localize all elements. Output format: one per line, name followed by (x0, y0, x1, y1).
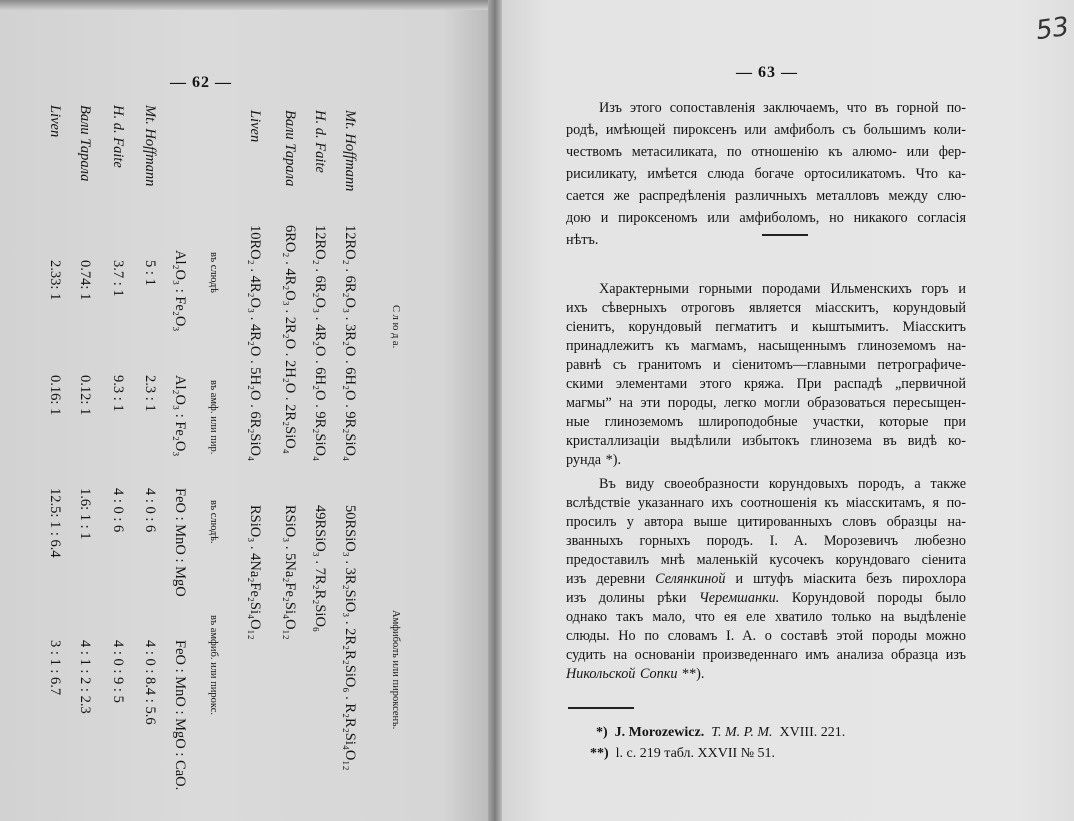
locality-name: Liven (47, 105, 63, 138)
paragraph-1 (566, 97, 966, 248)
left-page (0, 0, 492, 821)
footnote-ref: l. c. 219 табл. XXVII № 51. (615, 746, 776, 761)
footnote-divider (568, 707, 634, 709)
text-line: судить на основаніи произведеннаго имъ анализа образца изъ (566, 647, 966, 663)
text-line: принадлежитъ къ магмамъ, насыщеннымъ глиноземомъ на- (566, 338, 966, 354)
mica-formula: 12RO₂ . 6R₂O₃ . 3R₂O . 6H₂O . 9R₂SiO₄ (342, 225, 358, 461)
text-segment: и штуфъ міаскита безъ пирохлора (725, 571, 966, 587)
footnote-ref: XVIII. 221. (779, 725, 846, 740)
ratio-value: 12.5: 1 : 6.4 (47, 488, 63, 558)
text-line: предоставилъ мнѣ маленькій кусочекъ корундоваго сіенита (566, 552, 966, 568)
text-line: Характерными горными породами Ильменскихъ горъ и (599, 281, 966, 297)
rotated-table (30, 90, 410, 810)
text-line: рисиликату, имѣется слюда богаче ортосиликатомъ. Что ка- (566, 166, 966, 182)
ratio-value: 4 : 1 : 2 : 2.3 (77, 640, 93, 714)
text-line: однако такъ мало, что ея еле хватило только на выдѣленіе (566, 609, 966, 625)
mica-formula: 6RO₂ . 4R₂O₃ . 2R₂O . 2H₂O . 2R₂SiO₄ (282, 225, 298, 454)
footnote-mark: *) (596, 725, 608, 740)
footnote-author: J. Morozewicz. (614, 725, 705, 740)
ratio-value: 9.3 : 1 (110, 375, 126, 412)
text-line: магмы” на эти породы, легко могли образоваться пересыщен- (566, 395, 966, 411)
ratio-value: 3 : 1 : 6.7 (47, 640, 63, 696)
paragraph-2 (566, 280, 966, 470)
amphibole-formula: 50RSiO₃ . 3R₂SiO₃ . 2R₂R₂SiO₆ . R₂R₂Si₄O₁₂ (342, 505, 358, 771)
footnote-1 (596, 725, 845, 741)
ratio-column-header: Al₂O₃ : Fe₂O₃ (172, 250, 188, 332)
locality-name: Liven (247, 110, 263, 143)
ratio-value: 4 : 0 : 6 (142, 488, 158, 533)
ratio-subheader: въ слюдѣ. (208, 500, 219, 544)
mica-formula: 12RO₂ . 6R₂O₃ . 4R₂O . 6H₂O . 9R₂SiO₄ (312, 225, 328, 461)
ratio-subheader: въ амфиб. или пирокс. (208, 615, 219, 716)
text-line: званныхъ горныхъ породъ. I. A. Морозевичъ любезно (566, 533, 966, 549)
scan-edge (0, 0, 492, 10)
text-segment: Корундовой породы было (779, 590, 967, 606)
ratio-value: 3.7 : 1 (110, 260, 126, 297)
text-line: Изъ этого сопоставленія заключаемъ, что въ горной по- (599, 100, 966, 116)
locality-name: H. d. Faite (312, 110, 328, 173)
text-segment: **). (677, 666, 705, 682)
italic-place-name: Селянкиной (655, 571, 726, 587)
text-segment: изъ деревни (566, 571, 656, 587)
text-line: чествомъ метасиликата, по отношенію къ алюмо- или фер- (566, 144, 966, 160)
text-line: Въ виду своеобразности корундовыхъ породъ, а также (599, 476, 966, 492)
locality-name: H. d. Faite (110, 105, 126, 168)
text-segment: изъ долины рѣки (566, 590, 700, 606)
italic-place-name: Никольской Сопки (566, 666, 678, 682)
ratio-value: 1.6: 1 : 1 (77, 488, 93, 540)
text-line: родѣ, имѣющей пироксенъ или амфиболъ съ большимъ коли- (566, 122, 966, 138)
locality-name: Вали Тарала (77, 105, 93, 182)
ratio-value: 4 : 0 : 8.4 : 5.6 (142, 640, 158, 725)
italic-place-name: Черемшанки. (699, 590, 780, 606)
handwritten-page-number: 53 (1034, 11, 1072, 47)
amphibole-formula: RSiO₃ . 4Na₂Fe₂Si₄O₁₂ (247, 505, 263, 640)
text-line: рунда *). (566, 452, 622, 468)
ratio-column-header: Al₂O₃ : Fe₂O₃ (172, 375, 188, 457)
mica-formula: 10RO₂ . 4R₂O₃ . 4R₂O . 5H₂O . 6R₂SiO₄ (247, 225, 263, 461)
ratio-subheader: въ слюдѣ (208, 252, 219, 294)
text-line: сіенитъ, корундовый пегматитъ и кыштымитъ. Міасскитъ (566, 319, 966, 335)
book-gutter (488, 0, 502, 821)
page-number-left: — 62 — (170, 74, 232, 91)
amphibole-formula: 49RSiO₃ . 7R₂R₂SiO₆ (312, 505, 328, 632)
page-number-right: — 63 — (736, 64, 798, 81)
ratio-value: 5 : 1 (142, 260, 158, 286)
ratio-value: 0.12: 1 (77, 375, 93, 416)
ratio-subheader: въ амф. или пир. (208, 380, 219, 455)
text-line: дою и пироксеномъ или амфиболомъ, но никакого согласія нѣтъ. (566, 210, 966, 248)
locality-name: Mt. Hoffmann (142, 105, 158, 187)
ratio-value: 4 : 0 : 6 (110, 488, 126, 533)
text-line: равнѣ съ гранитомъ и сіенитомъ—главными петрографиче- (566, 357, 966, 373)
ratio-column-header: FeO : MnO : MgO : CaO. (172, 640, 188, 791)
text-line: кристаллизаціи выдѣлили избытокъ глинозема въ видѣ ко- (566, 433, 966, 449)
text-line: вслѣдствіе указаннаго ихъ соотношенія къ міасскитамъ, я по- (566, 495, 966, 511)
text-line (566, 665, 966, 684)
footnote-mark: **) (590, 746, 609, 761)
locality-name: Вали Тарала (282, 110, 298, 187)
ratio-value: 4 : 0 : 9 : 5 (110, 640, 126, 703)
text-line: ихъ сѣверныхъ отроговъ является міасскитъ, корундовый (566, 300, 966, 316)
amphibole-formula: RSiO₃ . 5Na₂Fe₂Si₄O₁₂ (282, 505, 298, 640)
text-line: слюды. Но по словамъ I. A. о составѣ этой породы можно (566, 628, 966, 644)
table-title-amphibole: Амфиболъ или пироксенъ. (390, 610, 401, 730)
ratio-value: 0.16: 1 (47, 375, 63, 416)
text-line: ные глиноземомъ шлироподобные участки, которые при (566, 414, 966, 430)
ratio-column-header: FeO : MnO : MgO (172, 488, 188, 597)
ratio-value: 0.74: 1 (77, 260, 93, 301)
table-title-mica: С л ю д а. (390, 305, 401, 349)
section-divider (762, 234, 808, 236)
text-line: сается же распредѣленія различныхъ металловъ между слю- (566, 188, 966, 204)
ratio-value: 2.3 : 1 (142, 375, 158, 412)
text-line: скими элементами этого кряжа. При распадѣ „первичной (566, 376, 966, 392)
paragraph-3 (566, 475, 966, 684)
footnote-journal: T. M. P. M. (711, 725, 773, 740)
text-line (566, 589, 966, 608)
text-line (566, 570, 966, 589)
locality-name: Mt. Hoffmann (342, 110, 358, 192)
footnote-2 (590, 746, 775, 762)
text-line: просилъ у автора выше цитированныхъ словъ образцы на- (566, 514, 966, 530)
ratio-value: 2.33: 1 (47, 260, 63, 301)
